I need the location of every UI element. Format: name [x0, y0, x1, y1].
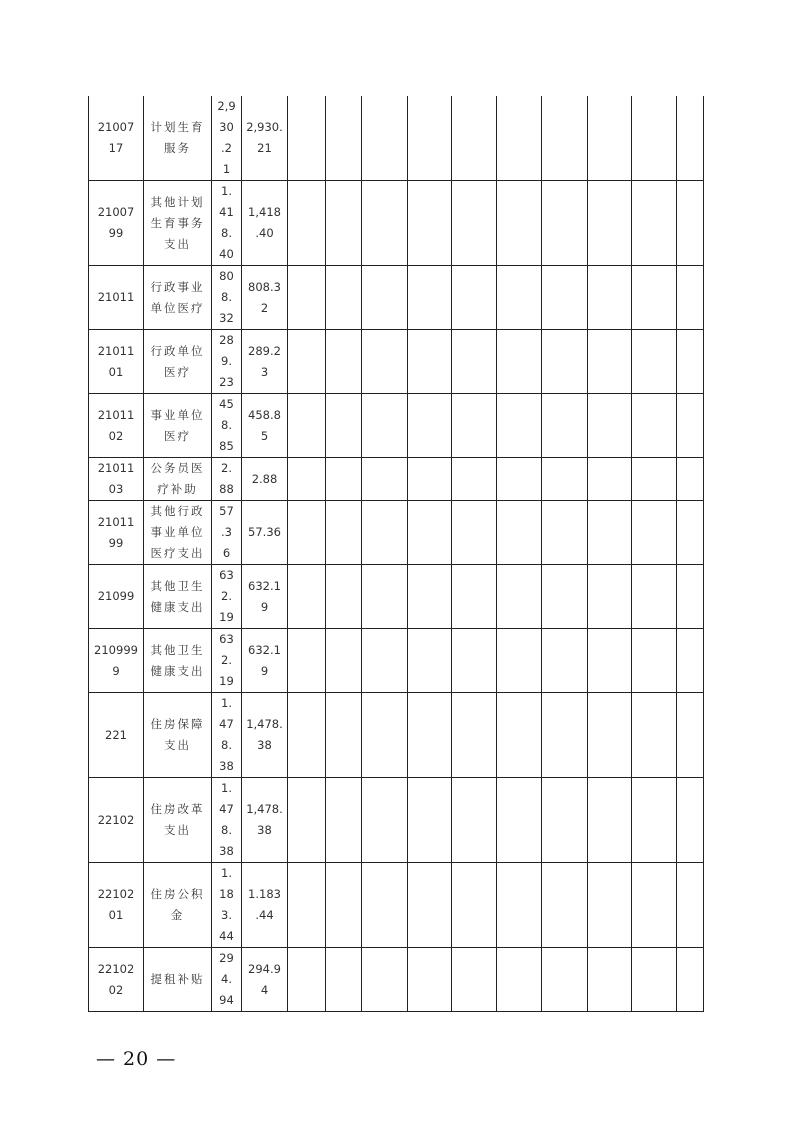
budget-code-cell [89, 330, 144, 394]
budget-code-text: 22102 01 [97, 887, 135, 922]
empty-cell [452, 458, 497, 501]
item-name-text: 住房公积 金 [150, 887, 205, 922]
item-name-text: 其他行政 事业单位 医疗支出 [150, 504, 205, 560]
total-amount-cell [242, 394, 288, 458]
empty-cell [326, 629, 362, 693]
total-amount-text: 632.1 9 [248, 642, 281, 678]
budget-table [88, 96, 704, 1012]
table-row [89, 863, 704, 948]
empty-cell [326, 266, 362, 330]
empty-cell [288, 394, 326, 458]
budget-code-text: 22102 [97, 812, 135, 827]
empty-cell [542, 181, 588, 266]
item-name-text: 计划生育 服务 [150, 120, 205, 155]
empty-cell [632, 501, 677, 565]
total-amount-cell [242, 863, 288, 948]
item-name-text: 住房保障 支出 [150, 717, 205, 752]
amount-text: 63 2. 19 [219, 632, 234, 688]
budget-code-text: 21011 99 [97, 514, 135, 550]
empty-cell [588, 693, 632, 778]
table-row [89, 629, 704, 693]
empty-cell [542, 565, 588, 629]
empty-cell [288, 565, 326, 629]
amount-cell [212, 394, 242, 458]
item-name-cell [144, 863, 212, 948]
empty-cell [452, 501, 497, 565]
amount-text: 1. 47 8. 38 [219, 696, 234, 773]
amount-cell [212, 778, 242, 863]
empty-cell [288, 629, 326, 693]
empty-cell [326, 394, 362, 458]
empty-cell [497, 96, 542, 181]
amount-text: 1. 41 8. 40 [219, 184, 234, 261]
empty-cell [452, 565, 497, 629]
total-amount-cell [242, 181, 288, 266]
empty-cell [677, 863, 704, 948]
budget-code-text: 22102 02 [97, 961, 135, 997]
empty-cell [452, 394, 497, 458]
amount-cell [212, 948, 242, 1012]
total-amount-text: 1,418 .40 [248, 205, 281, 240]
empty-cell [542, 458, 588, 501]
empty-cell [408, 96, 452, 181]
empty-cell [588, 330, 632, 394]
empty-cell [588, 96, 632, 181]
empty-cell [542, 266, 588, 330]
empty-cell [326, 778, 362, 863]
empty-cell [677, 96, 704, 181]
table-row [89, 778, 704, 863]
empty-cell [497, 330, 542, 394]
empty-cell [677, 948, 704, 1012]
empty-cell [632, 693, 677, 778]
total-amount-cell [242, 629, 288, 693]
empty-cell [326, 565, 362, 629]
budget-code-text: 21007 17 [97, 120, 135, 155]
empty-cell [677, 501, 704, 565]
amount-text: 63 2. 19 [219, 568, 234, 624]
item-name-cell [144, 629, 212, 693]
item-name-cell [144, 458, 212, 501]
empty-cell [497, 778, 542, 863]
amount-cell [212, 565, 242, 629]
empty-cell [326, 181, 362, 266]
empty-cell [632, 458, 677, 501]
empty-cell [588, 266, 632, 330]
empty-cell [632, 266, 677, 330]
empty-cell [288, 693, 326, 778]
amount-cell [212, 863, 242, 948]
budget-code-cell [89, 501, 144, 565]
table-row [89, 693, 704, 778]
empty-cell [288, 266, 326, 330]
item-name-text: 其他卫生 健康支出 [150, 578, 205, 614]
table-row [89, 501, 704, 565]
budget-code-text: 21007 99 [97, 205, 135, 240]
total-amount-cell [242, 778, 288, 863]
empty-cell [326, 330, 362, 394]
budget-code-text: 221 [105, 727, 127, 742]
empty-cell [542, 629, 588, 693]
empty-cell [326, 96, 362, 181]
budget-code-cell [89, 266, 144, 330]
empty-cell [408, 778, 452, 863]
empty-cell [362, 948, 408, 1012]
empty-cell [632, 181, 677, 266]
empty-cell [677, 266, 704, 330]
empty-cell [408, 693, 452, 778]
budget-code-text: 210999 9 [94, 642, 138, 678]
empty-cell [588, 394, 632, 458]
total-amount-text: 808.3 2 [248, 279, 281, 315]
budget-code-cell [89, 863, 144, 948]
budget-code-cell [89, 565, 144, 629]
amount-text: 57 .3 6 [219, 504, 234, 560]
empty-cell [542, 96, 588, 181]
empty-cell [452, 181, 497, 266]
empty-cell [497, 501, 542, 565]
amount-cell [212, 501, 242, 565]
total-amount-text: 1,478. 38 [246, 717, 283, 752]
empty-cell [677, 778, 704, 863]
empty-cell [542, 394, 588, 458]
total-amount-cell [242, 501, 288, 565]
table-row [89, 181, 704, 266]
item-name-cell [144, 948, 212, 1012]
empty-cell [362, 629, 408, 693]
table-body [89, 96, 704, 1012]
empty-cell [326, 948, 362, 1012]
table-row [89, 948, 704, 1012]
amount-cell [212, 266, 242, 330]
empty-cell [408, 266, 452, 330]
empty-cell [588, 948, 632, 1012]
table-row [89, 565, 704, 629]
item-name-cell [144, 96, 212, 181]
empty-cell [632, 948, 677, 1012]
item-name-text: 事业单位 医疗 [150, 407, 205, 443]
empty-cell [362, 778, 408, 863]
empty-cell [542, 778, 588, 863]
empty-cell [497, 863, 542, 948]
empty-cell [362, 330, 408, 394]
empty-cell [497, 266, 542, 330]
empty-cell [288, 458, 326, 501]
table-row [89, 266, 704, 330]
empty-cell [677, 458, 704, 501]
amount-text: 80 8. 32 [219, 269, 234, 325]
empty-cell [452, 96, 497, 181]
item-name-text: 其他卫生 健康支出 [150, 642, 205, 678]
total-amount-cell [242, 948, 288, 1012]
item-name-text: 其他计划 生育事务 支出 [150, 194, 205, 251]
amount-text: 1. 18 3. 44 [219, 866, 234, 943]
empty-cell [408, 629, 452, 693]
item-name-text: 公务员医 疗补助 [150, 461, 205, 496]
item-name-cell [144, 693, 212, 778]
total-amount-text: 458.8 5 [248, 407, 281, 443]
empty-cell [677, 181, 704, 266]
item-name-cell [144, 778, 212, 863]
empty-cell [677, 330, 704, 394]
item-name-cell [144, 394, 212, 458]
empty-cell [362, 693, 408, 778]
total-amount-text: 289.2 3 [248, 343, 281, 379]
amount-text: 2. 88 [219, 461, 234, 496]
empty-cell [632, 565, 677, 629]
empty-cell [452, 629, 497, 693]
empty-cell [326, 693, 362, 778]
total-amount-text: 1,478. 38 [246, 802, 283, 837]
empty-cell [408, 330, 452, 394]
empty-cell [452, 330, 497, 394]
budget-code-cell [89, 96, 144, 181]
empty-cell [542, 330, 588, 394]
amount-cell [212, 330, 242, 394]
empty-cell [288, 96, 326, 181]
empty-cell [677, 693, 704, 778]
empty-cell [677, 394, 704, 458]
empty-cell [288, 181, 326, 266]
empty-cell [542, 501, 588, 565]
total-amount-text: 632.1 9 [248, 578, 281, 614]
amount-cell [212, 629, 242, 693]
budget-code-cell [89, 181, 144, 266]
empty-cell [408, 394, 452, 458]
budget-code-cell [89, 778, 144, 863]
empty-cell [497, 693, 542, 778]
budget-code-text: 21011 01 [97, 343, 135, 379]
empty-cell [452, 863, 497, 948]
empty-cell [408, 863, 452, 948]
total-amount-text: 294.9 4 [248, 961, 281, 997]
budget-code-cell [89, 458, 144, 501]
empty-cell [677, 629, 704, 693]
budget-code-text: 21011 02 [97, 407, 135, 443]
total-amount-text: 1.183 .44 [248, 887, 281, 922]
empty-cell [497, 565, 542, 629]
empty-cell [288, 948, 326, 1012]
budget-code-text: 21011 [97, 290, 135, 304]
amount-cell [212, 693, 242, 778]
empty-cell [288, 863, 326, 948]
empty-cell [542, 948, 588, 1012]
empty-cell [632, 778, 677, 863]
amount-text: 28 9. 23 [219, 333, 234, 389]
empty-cell [288, 501, 326, 565]
table-row [89, 96, 704, 181]
empty-cell [288, 330, 326, 394]
total-amount-text: 2.88 [251, 471, 278, 486]
amount-text: 29 4. 94 [219, 951, 234, 1007]
empty-cell [408, 948, 452, 1012]
total-amount-cell [242, 330, 288, 394]
empty-cell [288, 778, 326, 863]
empty-cell [497, 181, 542, 266]
table-row [89, 394, 704, 458]
empty-cell [362, 501, 408, 565]
budget-code-cell [89, 693, 144, 778]
total-amount-cell [242, 693, 288, 778]
empty-cell [632, 629, 677, 693]
total-amount-cell [242, 458, 288, 501]
empty-cell [362, 394, 408, 458]
budget-code-cell [89, 394, 144, 458]
item-name-text: 住房改革 支出 [150, 802, 205, 837]
amount-cell [212, 181, 242, 266]
empty-cell [408, 565, 452, 629]
budget-code-text: 21011 03 [97, 461, 135, 496]
empty-cell [408, 458, 452, 501]
total-amount-cell [242, 96, 288, 181]
empty-cell [326, 501, 362, 565]
empty-cell [452, 948, 497, 1012]
item-name-text: 行政事业 单位医疗 [150, 279, 205, 315]
table-row [89, 330, 704, 394]
empty-cell [632, 330, 677, 394]
empty-cell [588, 181, 632, 266]
empty-cell [362, 863, 408, 948]
empty-cell [362, 96, 408, 181]
empty-cell [497, 948, 542, 1012]
empty-cell [497, 458, 542, 501]
empty-cell [362, 181, 408, 266]
budget-code-cell [89, 629, 144, 693]
empty-cell [542, 863, 588, 948]
total-amount-text: 57.36 [248, 525, 281, 539]
item-name-cell [144, 501, 212, 565]
empty-cell [588, 778, 632, 863]
empty-cell [588, 565, 632, 629]
empty-cell [588, 501, 632, 565]
table-row [89, 458, 704, 501]
page-number: — 20 — [96, 1048, 177, 1070]
amount-text: 45 8. 85 [219, 397, 234, 453]
empty-cell [408, 501, 452, 565]
empty-cell [588, 863, 632, 948]
total-amount-cell [242, 266, 288, 330]
empty-cell [542, 693, 588, 778]
empty-cell [497, 394, 542, 458]
empty-cell [588, 458, 632, 501]
amount-text: 1. 47 8. 38 [219, 781, 234, 858]
empty-cell [408, 181, 452, 266]
total-amount-text: 2,930. 21 [246, 120, 283, 155]
empty-cell [452, 693, 497, 778]
empty-cell [362, 458, 408, 501]
total-amount-cell [242, 565, 288, 629]
empty-cell [326, 458, 362, 501]
empty-cell [362, 565, 408, 629]
empty-cell [326, 863, 362, 948]
item-name-text: 提租补贴 [150, 972, 205, 986]
empty-cell [362, 266, 408, 330]
item-name-cell [144, 330, 212, 394]
item-name-text: 行政单位 医疗 [150, 343, 205, 379]
amount-text: 2,9 30 .2 1 [217, 99, 236, 176]
empty-cell [632, 863, 677, 948]
item-name-cell [144, 181, 212, 266]
empty-cell [452, 266, 497, 330]
amount-cell [212, 96, 242, 181]
amount-cell [212, 458, 242, 501]
empty-cell [497, 629, 542, 693]
budget-code-cell [89, 948, 144, 1012]
item-name-cell [144, 266, 212, 330]
budget-code-text: 21099 [97, 589, 135, 603]
empty-cell [677, 565, 704, 629]
item-name-cell [144, 565, 212, 629]
empty-cell [452, 778, 497, 863]
empty-cell [588, 629, 632, 693]
empty-cell [632, 394, 677, 458]
empty-cell [632, 96, 677, 181]
